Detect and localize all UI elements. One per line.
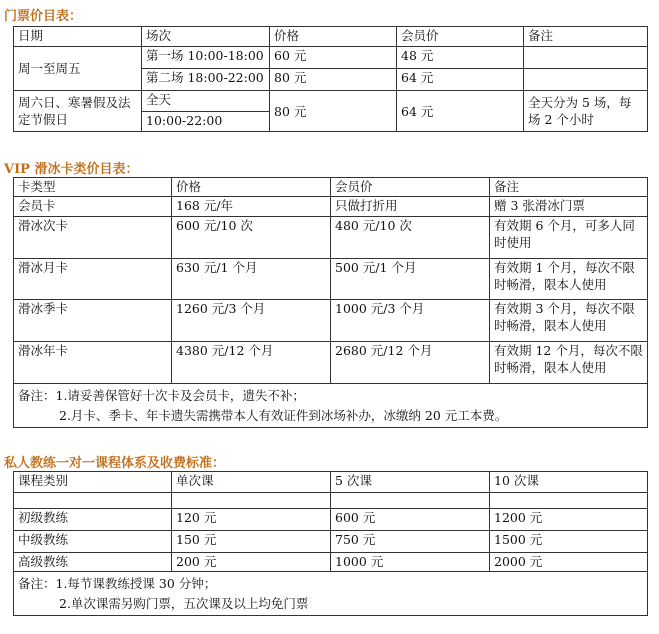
header-note: 备注	[524, 27, 648, 47]
header-single: 单次课	[172, 472, 331, 493]
note-line: 备注：1.每节课教练授课 30 分钟；	[18, 576, 217, 591]
table-header-row	[14, 178, 648, 197]
card-type: 滑冰季卡	[14, 300, 172, 342]
section-title-private-coaching: 私人教练一对一课程体系及收费标准：	[4, 456, 226, 471]
holiday-session-time: 10:00-22:00	[142, 112, 270, 132]
session-price: 80 元	[270, 69, 397, 91]
notes-row	[14, 384, 648, 428]
card-note: 赠 3 张滑冰门票	[490, 197, 648, 217]
header-price: 价格	[172, 178, 331, 197]
table-row	[14, 509, 648, 531]
notes-row	[14, 572, 648, 616]
card-price: 630 元/1 个月	[172, 259, 331, 300]
table-row	[14, 553, 648, 572]
table-row	[14, 47, 648, 69]
section-title-tickets: 门票价目表：	[4, 9, 83, 24]
table-row	[14, 259, 648, 300]
card-price: 1260 元/3 个月	[172, 300, 331, 342]
table-row	[14, 300, 648, 342]
single-price: 150 元	[172, 531, 331, 553]
header-date: 日期	[14, 27, 142, 47]
card-member-price: 500 元/1 个月	[331, 259, 490, 300]
session-price: 60 元	[270, 47, 397, 69]
five-price: 600 元	[331, 509, 490, 531]
card-note: 有效期 1 个月，每次不限时畅滑，限本人使用	[490, 259, 648, 300]
single-price: 200 元	[172, 553, 331, 572]
coach-level: 初级教练	[14, 509, 172, 531]
holiday-label: 周六日、寒暑假及法定节假日	[14, 91, 142, 132]
card-price: 4380 元/12 个月	[172, 342, 331, 384]
card-note: 有效期 12 个月，每次不限时畅滑，限本人使用	[490, 342, 648, 384]
vip-card-price-table	[13, 177, 648, 428]
card-type: 滑冰次卡	[14, 217, 172, 259]
table-header-row	[14, 27, 648, 47]
single-price: 120 元	[172, 509, 331, 531]
holiday-session-name: 全天	[142, 91, 270, 112]
coaching-fee-table	[13, 471, 648, 616]
table-row	[14, 342, 648, 384]
header-note: 备注	[490, 178, 648, 197]
card-member-price: 1000 元/3 个月	[331, 300, 490, 342]
card-member-price: 2680 元/12 个月	[331, 342, 490, 384]
table-row	[14, 531, 648, 553]
card-price: 168 元/年	[172, 197, 331, 217]
card-member-price: 480 元/10 次	[331, 217, 490, 259]
ticket-price-table	[13, 26, 648, 132]
card-member-price: 只做打折用	[331, 197, 490, 217]
five-price: 750 元	[331, 531, 490, 553]
note-line: 备注：1.请妥善保管好十次卡及会员卡，遗失不补；	[18, 388, 305, 403]
header-ten: 10 次课	[490, 472, 648, 493]
header-price: 价格	[270, 27, 397, 47]
header-course-type: 课程类别	[14, 472, 172, 493]
card-note: 有效期 6 个月，可多人同时使用	[490, 217, 648, 259]
header-member-price: 会员价	[331, 178, 490, 197]
note-line: 2.单次课需另购门票，五次课及以上均免门票	[59, 596, 309, 611]
table-row	[14, 91, 648, 112]
ten-price: 1500 元	[490, 531, 648, 553]
card-type: 滑冰月卡	[14, 259, 172, 300]
header-member-price: 会员价	[397, 27, 524, 47]
coach-level: 高级教练	[14, 553, 172, 572]
ten-price: 2000 元	[490, 553, 648, 572]
table-row	[14, 217, 648, 259]
holiday-price: 80 元	[270, 91, 397, 132]
header-five: 5 次课	[331, 472, 490, 493]
card-type: 会员卡	[14, 197, 172, 217]
session-name: 第二场 18:00-22:00	[142, 69, 270, 91]
ten-price: 1200 元	[490, 509, 648, 531]
notes-cell	[14, 572, 648, 616]
card-note: 有效期 3 个月，每次不限时畅滑，限本人使用	[490, 300, 648, 342]
session-member-price: 48 元	[397, 47, 524, 69]
header-session: 场次	[142, 27, 270, 47]
session-note	[524, 69, 648, 91]
holiday-member-price: 64 元	[397, 91, 524, 132]
session-note	[524, 47, 648, 69]
table-header-row	[14, 472, 648, 493]
card-type: 滑冰年卡	[14, 342, 172, 384]
header-card-type: 卡类型	[14, 178, 172, 197]
session-name: 第一场 10:00-18:00	[142, 47, 270, 69]
blank-row	[14, 493, 648, 509]
card-price: 600 元/10 次	[172, 217, 331, 259]
notes-cell	[14, 384, 648, 428]
note-line: 2.月卡、季卡、年卡遗失需携带本人有效证件到冰场补办，冰缴纳 20 元工本费。	[59, 408, 508, 423]
coach-level: 中级教练	[14, 531, 172, 553]
session-member-price: 64 元	[397, 69, 524, 91]
holiday-note: 全天分为 5 场，每场 2 个小时	[524, 91, 648, 132]
section-title-vip-cards: VIP 滑冰卡类价目表：	[4, 162, 139, 177]
weekday-label: 周一至周五	[14, 47, 142, 91]
table-row	[14, 197, 648, 217]
five-price: 1000 元	[331, 553, 490, 572]
